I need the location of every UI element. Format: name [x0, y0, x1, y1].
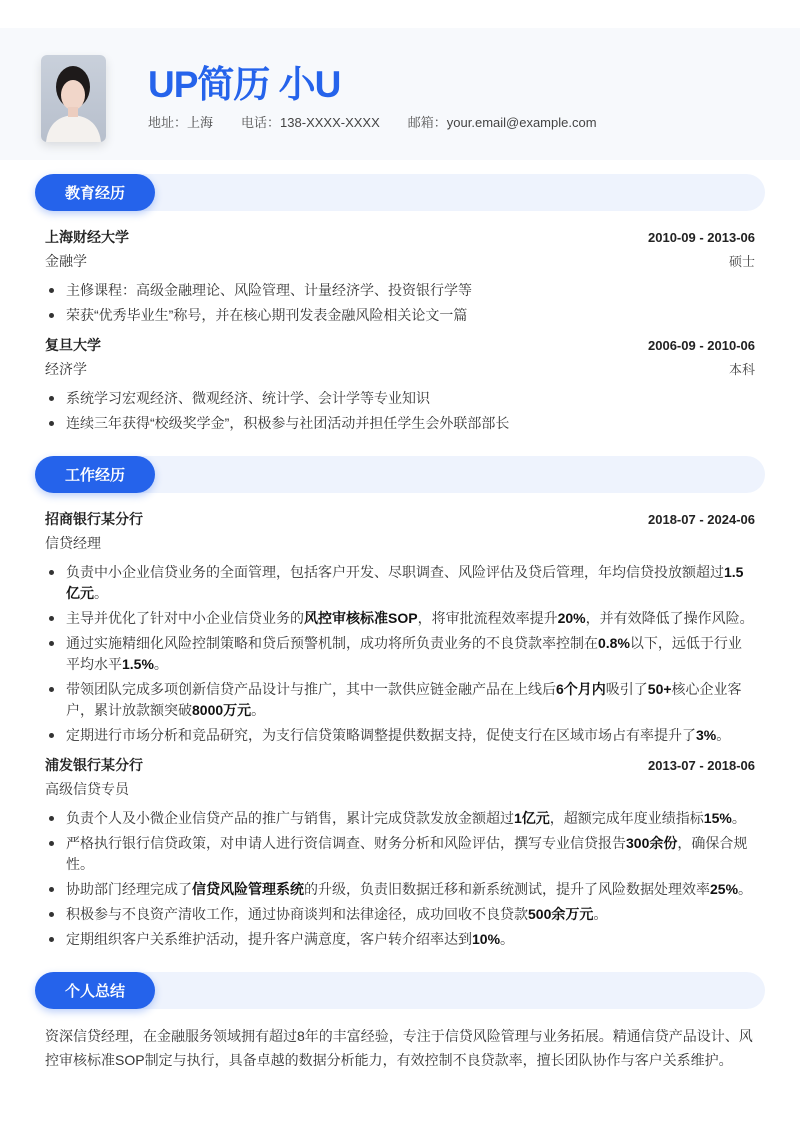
- entry: [35, 334, 765, 434]
- entry-degree: 硕士: [728, 254, 755, 269]
- section-title: 个人总结: [35, 972, 155, 1009]
- bullet-text: 严格执行银行信贷政策，对申请人进行资信调查、财务分析和风险评估，撰写专业信贷报告: [66, 835, 626, 851]
- bullet-text: 主导并优化了针对中小企业信贷业务的: [66, 610, 304, 626]
- entry-header: [45, 508, 755, 530]
- bullet-text: 定期进行市场分析和竞品研究，为支行信贷策略调整提供数据支持，促使支行在区域市场占有率提升了: [66, 727, 696, 743]
- bullet-item: [45, 833, 755, 875]
- bullet-text: 带领团队完成多项创新信贷产品设计与推广，其中一款供应链金融产品在上线后: [66, 681, 556, 697]
- entry: [35, 754, 765, 950]
- bullet-text: ，超额完成年度业绩指标: [549, 810, 704, 826]
- bullet-text: 荣获“优秀毕业生”称号，并在核心期刊发表金融风险相关论文一篇: [66, 307, 468, 323]
- entry-role: 信贷经理: [45, 535, 101, 551]
- entry-date: 2013-07 - 2018-06: [648, 758, 755, 773]
- bullet-text: 。: [738, 881, 753, 897]
- section-1: [35, 456, 765, 950]
- highlight-text: 300余份: [626, 835, 678, 851]
- entry-degree: 本科: [728, 362, 755, 377]
- entry-subheader: [45, 530, 755, 556]
- highlight-text: 6个月内: [556, 681, 606, 697]
- entry: [35, 226, 765, 326]
- bullet-item: [45, 280, 755, 301]
- section-header: [35, 174, 765, 211]
- entry-org: 招商银行某分行: [45, 511, 143, 527]
- entry-role: 金融学: [45, 253, 87, 269]
- bullet-item: [45, 388, 755, 409]
- highlight-text: 风控审核标准SOP: [304, 610, 418, 626]
- section-title: 教育经历: [35, 174, 155, 211]
- bullet-item: [45, 608, 755, 629]
- entry-org: 上海财经大学: [45, 229, 129, 245]
- bullet-text: 。: [251, 702, 266, 718]
- bullet-text: 以下，远低于行业平均水平: [66, 635, 742, 672]
- entry-org: 浦发银行某分行: [45, 757, 143, 773]
- entry-header: [45, 226, 755, 248]
- bullet-text: 负责中小企业信贷业务的全面管理，包括客户开发、尽职调查、风险评估及贷后管理，年均信贷投放额超过: [66, 564, 724, 580]
- bullet-text: 通过实施精细化风险控制策略和贷后预警机制，成功将所负责业务的不良贷款率控制在: [66, 635, 598, 651]
- highlight-text: 1.5%: [122, 656, 154, 672]
- entry-subheader: [45, 776, 755, 802]
- entry-subheader: [45, 356, 755, 382]
- entry-header: [45, 754, 755, 776]
- bullet-text: 定期组织客户关系维护活动，提升客户满意度，客户转介绍率达到: [66, 931, 472, 947]
- bullet-item: [45, 633, 755, 675]
- entry-role: 经济学: [45, 361, 87, 377]
- bullet-text: 主修课程：高级金融理论、风险管理、计量经济学、投资银行学等: [66, 282, 472, 298]
- bullet-item: [45, 413, 755, 434]
- bullet-item: [45, 808, 755, 829]
- bullet-text: 协助部门经理完成了: [66, 881, 192, 897]
- highlight-text: 10%: [472, 931, 501, 947]
- section-summary: [35, 972, 765, 1072]
- section-0: [35, 174, 765, 434]
- bullet-text: 。: [593, 906, 608, 922]
- highlight-text: 信贷风险管理系统: [192, 881, 304, 897]
- highlight-text: 3%: [696, 727, 717, 743]
- avatar-photo: [41, 55, 106, 142]
- bullet-item: [45, 904, 755, 925]
- bullet-text: ，将审批流程效率提升: [417, 610, 558, 626]
- contact-info: [148, 112, 597, 131]
- bullet-text: 吸引了: [605, 681, 648, 697]
- entry-subheader: [45, 248, 755, 274]
- highlight-text: 15%: [703, 810, 732, 826]
- bullet-text: 积极参与不良资产清收工作，通过协商谈判和法律途径，成功回收不良贷款: [66, 906, 528, 922]
- bullet-item: [45, 879, 755, 900]
- bullet-item: [45, 929, 755, 950]
- bullet-list: [45, 808, 755, 950]
- highlight-text: 8000万元: [192, 702, 252, 718]
- section-header: [35, 456, 765, 493]
- bullet-text: 。: [731, 810, 746, 826]
- entry-date: 2010-09 - 2013-06: [648, 230, 755, 245]
- bullet-text: ，并有效降低了操作风险。: [585, 610, 754, 626]
- entry-role: 高级信贷专员: [45, 781, 129, 797]
- highlight-text: 25%: [710, 881, 739, 897]
- highlight-text: 20%: [557, 610, 586, 626]
- bullet-text: 负责个人及小微企业信贷产品的推广与销售，累计完成贷款发放金额超过: [66, 810, 514, 826]
- entry: [35, 508, 765, 746]
- highlight-text: 500余万元: [528, 906, 594, 922]
- bullet-text: 。: [500, 931, 515, 947]
- bullet-text: 。: [153, 656, 168, 672]
- bullet-item: [45, 679, 755, 721]
- bullet-text: 系统学习宏观经济、微观经济、统计学、会计学等专业知识: [66, 390, 430, 406]
- highlight-text: 0.8%: [598, 635, 630, 651]
- entry-org: 复旦大学: [45, 337, 101, 353]
- summary-text: 资深信贷经理，在金融服务领域拥有超过8年的丰富经验，专注于信贷风险管理与业务拓展。精通信贷产品设计、风控审核标准SOP制定与执行，具备卓越的数据分析能力，有效控制不良贷款率，擅长团队协作与客户关系维护。: [45, 1028, 753, 1068]
- highlight-text: 1.5亿元: [66, 564, 744, 601]
- contact-phone: 电话：138-XXXX-XXXX: [241, 115, 380, 130]
- bullet-text: 核心企业客户，累计放款额突破: [66, 681, 742, 718]
- bullet-text: 连续三年获得“校级奖学金”，积极参与社团活动并担任学生会外联部部长: [66, 415, 510, 431]
- bullet-item: [45, 562, 755, 604]
- bullet-text: 。: [716, 727, 731, 743]
- section-title: 工作经历: [35, 456, 155, 493]
- candidate-name: UP简历 小U: [148, 64, 341, 105]
- highlight-text: 50+: [647, 681, 672, 697]
- bullet-list: [45, 388, 755, 434]
- resume-header: [0, 28, 800, 160]
- bullet-item: [45, 725, 755, 746]
- entry-header: [45, 334, 755, 356]
- bullet-list: [45, 562, 755, 746]
- bullet-list: [45, 280, 755, 326]
- resume-body: [35, 174, 765, 1094]
- contact-email: 邮箱：your.email@example.com: [407, 115, 597, 130]
- entry-date: 2006-09 - 2010-06: [648, 338, 755, 353]
- highlight-text: 1亿元: [514, 810, 550, 826]
- entry-date: 2018-07 - 2024-06: [648, 512, 755, 527]
- bullet-item: [45, 305, 755, 326]
- bullet-text: ，确保合规性。: [66, 835, 748, 872]
- section-header: [35, 972, 765, 1009]
- contact-address: 地址：上海: [148, 115, 214, 130]
- bullet-text: 。: [94, 585, 108, 601]
- bullet-text: 的升级，负责旧数据迁移和新系统测试，提升了风险数据处理效率: [304, 881, 710, 897]
